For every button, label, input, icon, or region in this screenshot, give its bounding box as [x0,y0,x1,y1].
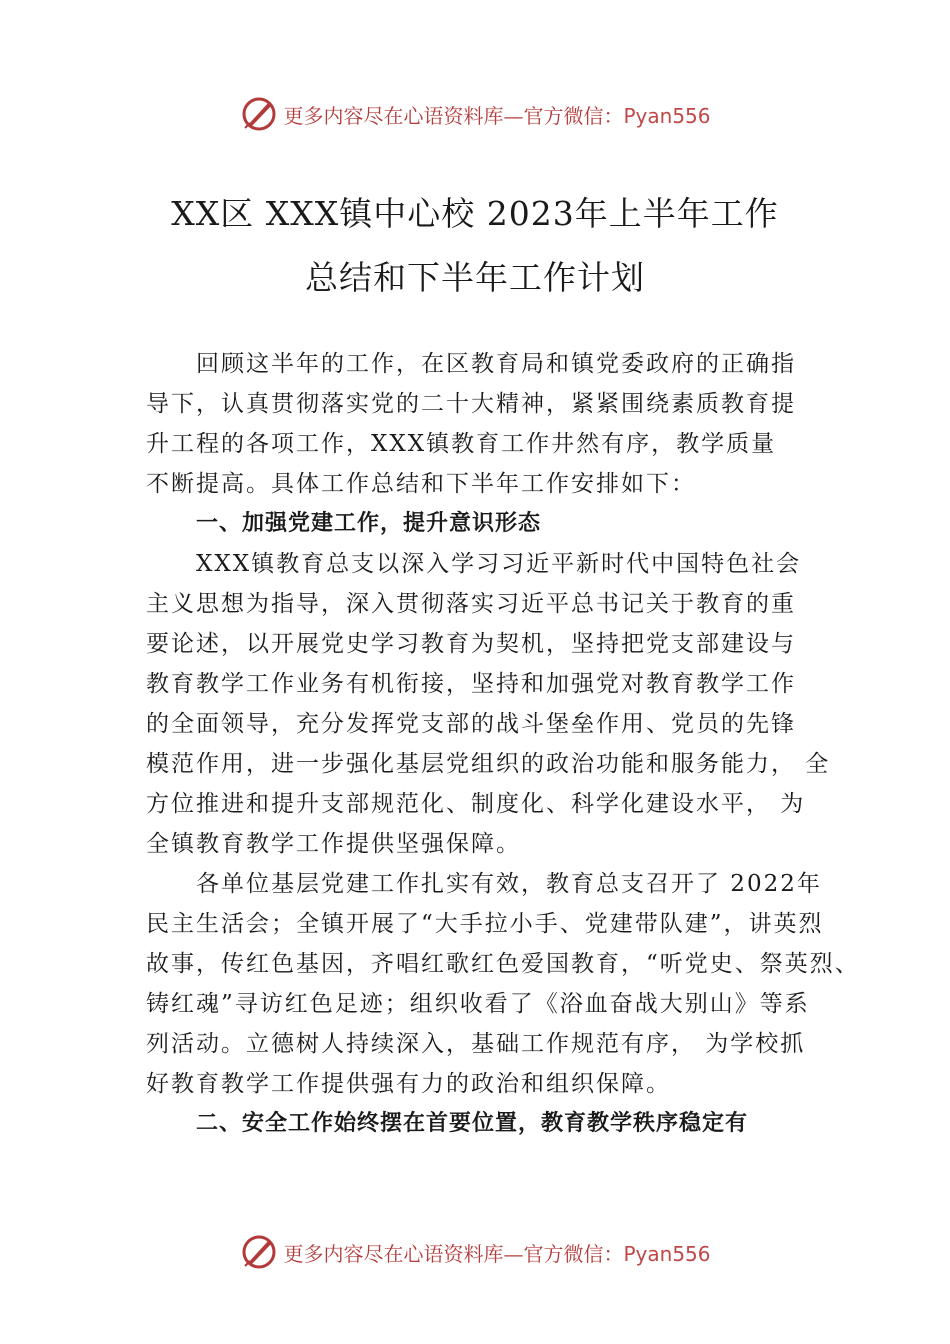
body-line: 各单位基层党建工作扎实有效，教育总支召开了 2022年 [196,871,822,897]
quill-logo-icon [239,1232,279,1272]
wechat-id: Pyan556 [623,103,711,128]
body-line: 全镇教育教学工作提供坚强保障。 [146,831,521,857]
body-line: 回顾这半年的工作，在区教育局和镇党委政府的正确指 [196,351,796,377]
wechat-id: Pyan556 [623,1241,711,1266]
document-body [146,344,860,1144]
document-title [0,182,950,310]
body-line: 不断提高。具体工作总结和下半年工作安排如下： [146,471,696,497]
section-heading-2: 二、安全工作始终摆在首要位置，教育教学秩序稳定有 [196,1111,749,1136]
body-line: 模范作用，进一步强化基层党组织的政治功能和服务能力， 全 [146,751,831,777]
title-line-1: XX区 XXX镇中心校 2023年上半年工作 [171,194,779,233]
body-line: 教育教学工作业务有机衔接，坚持和加强党对教育教学工作 [146,671,796,697]
body-line: 要论述，以开展党史学习教育为契机，坚持把党支部建设与 [146,631,796,657]
body-line: 好教育教学工作提供强有力的政治和组织保障。 [146,1071,671,1097]
body-line: 故事，传红色基因，齐唱红歌红色爱国教育，“听党史、祭英烈、 [146,951,860,977]
watermark-text: 更多内容尽在心语资料库—官方微信：Pyan556 [283,1241,711,1266]
watermark-text: 更多内容尽在心语资料库—官方微信：Pyan556 [283,103,711,128]
watermark-banner-top [0,92,950,136]
body-line: 主义思想为指导，深入贯彻落实习近平总书记关于教育的重 [146,591,796,617]
watermark-banner-bottom [0,1230,950,1274]
body-line: 方位推进和提升支部规范化、制度化、科学化建设水平， 为 [146,791,806,817]
body-line: 的全面领导，充分发挥党支部的战斗堡垒作用、党员的先锋 [146,711,796,737]
quill-logo-icon [239,94,279,134]
body-line: 升工程的各项工作，XXX镇教育工作井然有序，教学质量 [146,431,777,457]
body-line: XXX镇教育总支以深入学习习近平新时代中国特色社会 [196,551,802,577]
section-heading-1: 一、加强党建工作，提升意识形态 [196,511,542,536]
body-line: 导下，认真贯彻落实党的二十大精神，紧紧围绕素质教育提 [146,391,796,417]
title-line-2: 总结和下半年工作计划 [305,258,645,297]
body-line: 铸红魂”寻访红色足迹；组织收看了《浴血奋战大别山》等系 [146,991,810,1017]
body-line: 民主生活会；全镇开展了“大手拉小手、党建带队建”，讲英烈 [146,911,824,937]
body-line: 列活动。立德树人持续深入，基础工作规范有序， 为学校抓 [146,1031,806,1057]
